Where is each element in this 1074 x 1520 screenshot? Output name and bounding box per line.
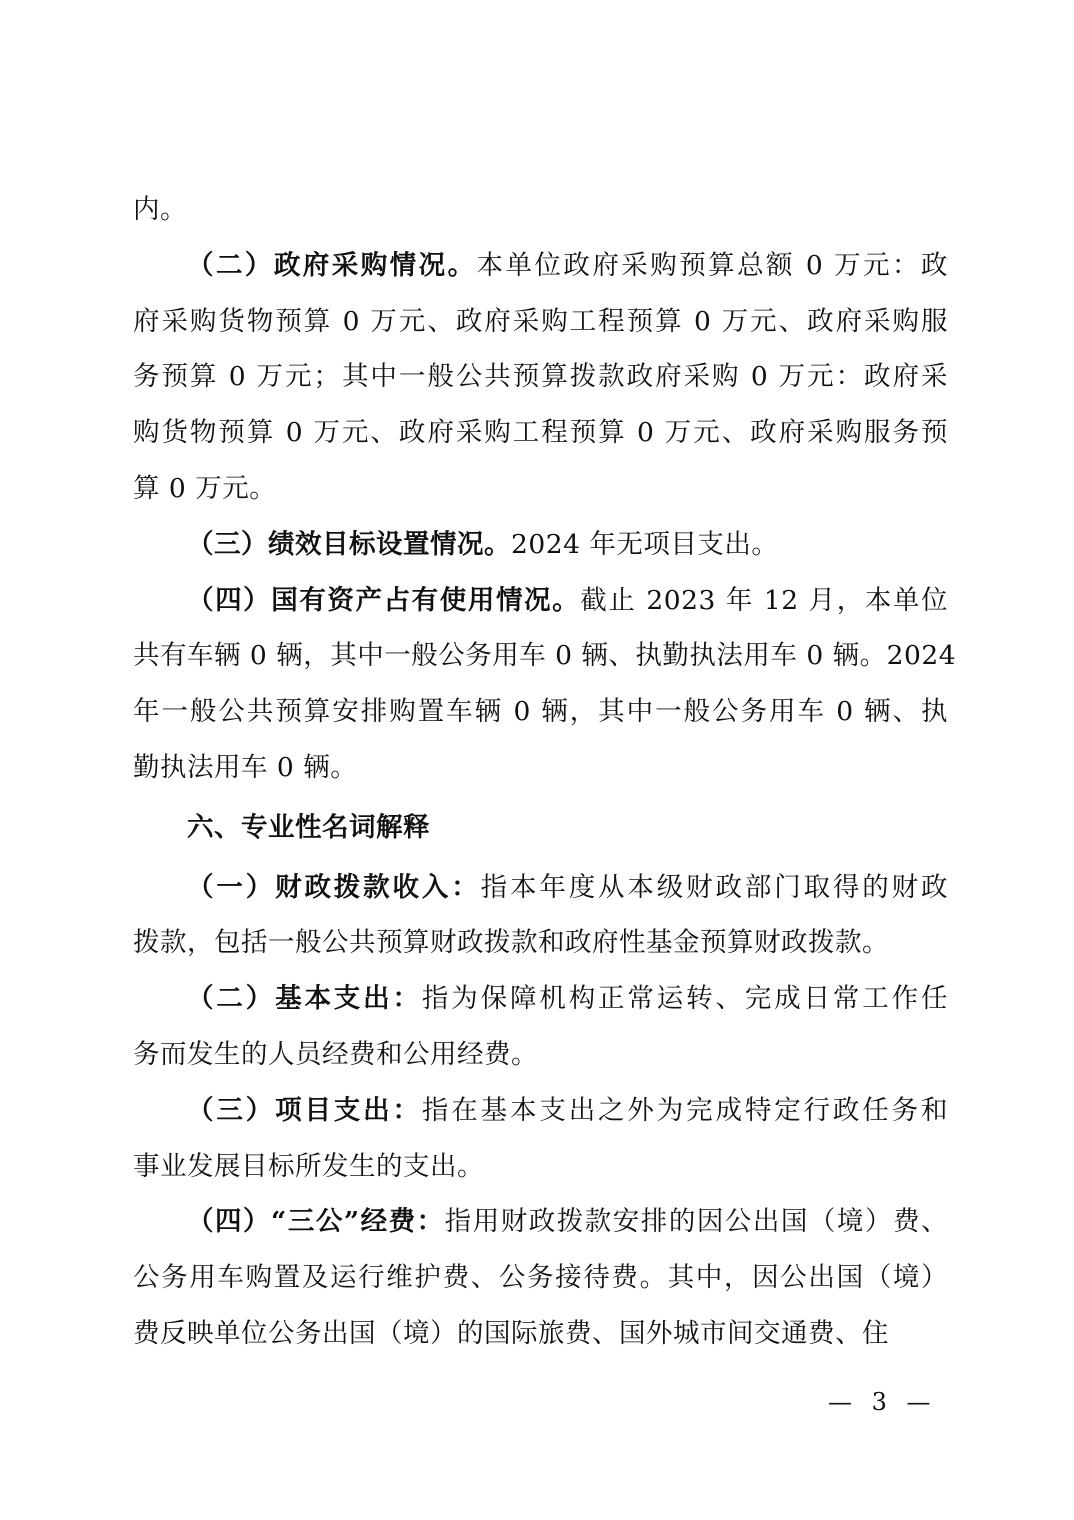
text-line (133, 238, 948, 294)
text-line (133, 1306, 948, 1362)
text-line (133, 461, 948, 517)
line-text: 指用财政拨款安排的因公出国（境）费、 (444, 1206, 948, 1238)
line-text: 六、专业性名词解释 (187, 811, 430, 843)
paragraph-lead: （四）国有资产占有使用情况。 (187, 584, 581, 616)
paragraph-lead: （二）政府采购情况。 (187, 249, 477, 281)
text-line (133, 405, 948, 461)
text-line (133, 1250, 948, 1306)
line-text: 事业发展目标所发生的支出。 (133, 1150, 484, 1182)
line-text: 费反映单位公务出国（境）的国际旅费、国外城市间交通费、住 (133, 1317, 889, 1349)
paragraph (133, 1194, 948, 1361)
paragraph-lead: （一）财政拨款收入： (187, 871, 481, 903)
paragraph-lead: （四）“三公”经费： (187, 1206, 445, 1238)
line-text: 截止 2023 年 12 月，本单位 (580, 584, 948, 616)
line-text: 内。 (133, 194, 187, 225)
text-line (133, 628, 957, 684)
line-text: 公务用车购置及运行维护费、公务接待费。其中，因公出国（境） (133, 1262, 948, 1294)
paragraph (133, 238, 948, 517)
line-text: 共有车辆 0 辆，其中一般公务用车 0 辆、执勤执法用车 0 辆。2024 (133, 640, 957, 672)
line-text: 务而发生的人员经费和公用经费。 (133, 1038, 538, 1070)
line-text: 府采购货物预算 0 万元、政府采购工程预算 0 万元、政府采购服 (133, 305, 948, 337)
text-line (133, 349, 948, 405)
page-number: — 3 — (828, 1388, 937, 1416)
text-line (133, 294, 948, 350)
line-text: 指为保障机构正常运转、完成日常工作任 (421, 983, 949, 1015)
paragraph (133, 1083, 948, 1195)
text-line (133, 971, 948, 1027)
paragraph (133, 517, 948, 573)
text-line (133, 182, 948, 238)
text-line (133, 740, 948, 796)
paragraph (133, 573, 957, 796)
text-line (133, 860, 948, 916)
paragraph (133, 971, 948, 1083)
line-text: 勤执法用车 0 辆。 (133, 751, 358, 783)
text-line (133, 1083, 948, 1139)
line-text: 2024 年无项目支出。 (511, 528, 779, 560)
text-line (133, 684, 948, 740)
line-text: 本单位政府采购预算总额 0 万元：政 (476, 249, 948, 281)
text-line (133, 915, 948, 971)
line-text: 年一般公共预算安排购置车辆 0 辆，其中一般公务用车 0 辆、执 (133, 696, 948, 728)
paragraph (133, 182, 948, 238)
text-line (133, 1194, 948, 1250)
section-heading (133, 800, 948, 856)
line-text: 指在基本支出之外为完成特定行政任务和 (421, 1094, 949, 1126)
text-line (133, 800, 948, 856)
text-line (133, 1027, 948, 1083)
text-line (133, 1139, 948, 1195)
paragraph-lead: （三）绩效目标设置情况。 (187, 528, 511, 560)
paragraph (133, 860, 948, 972)
document-body (133, 182, 957, 1362)
line-text: 算 0 万元。 (133, 472, 277, 504)
line-text: 拨款，包括一般公共预算财政拨款和政府性基金预算财政拨款。 (133, 927, 889, 959)
text-line (133, 573, 948, 629)
text-line (133, 517, 948, 573)
line-text: 指本年度从本级财政部门取得的财政 (480, 871, 949, 903)
line-text: 务预算 0 万元；其中一般公共预算拨款政府采购 0 万元：政府采 (133, 361, 948, 393)
paragraph-lead: （三）项目支出： (187, 1094, 422, 1126)
line-text: 购货物预算 0 万元、政府采购工程预算 0 万元、政府采购服务预 (133, 417, 948, 449)
paragraph-lead: （二）基本支出： (187, 983, 422, 1015)
